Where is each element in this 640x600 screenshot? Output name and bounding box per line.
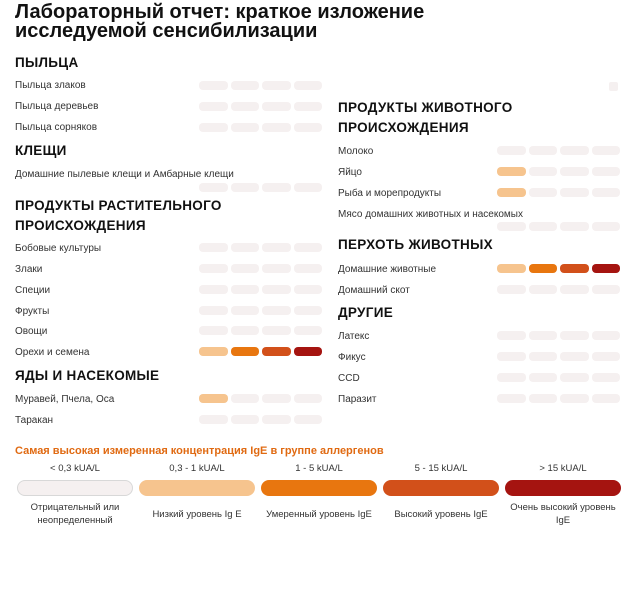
allergen-bar <box>199 123 322 132</box>
bar-segment <box>231 264 260 273</box>
bar-segment <box>529 285 558 294</box>
allergen-bar <box>497 146 620 155</box>
allergen-bar <box>199 285 322 294</box>
allergen-label: Домашние животные <box>338 264 437 275</box>
bar-segment <box>262 123 291 132</box>
bar-segment <box>592 188 621 197</box>
grid-marker <box>609 82 618 91</box>
allergen-label: CCD <box>338 373 360 384</box>
bar-segment <box>529 264 558 273</box>
bar-segment <box>497 331 526 340</box>
legend-swatch <box>139 480 255 496</box>
report-title-line1: Лабораторный отчет: краткое изложение <box>15 1 425 23</box>
bar-segment <box>199 123 228 132</box>
legend-swatch <box>383 480 499 496</box>
allergen-bar <box>199 264 322 273</box>
bar-segment <box>262 183 291 192</box>
allergen-label: Фрукты <box>15 306 50 317</box>
bar-segment <box>199 326 228 335</box>
bar-segment <box>199 394 228 403</box>
bar-segment <box>529 146 558 155</box>
bar-segment <box>592 394 621 403</box>
bar-segment <box>497 264 526 273</box>
allergen-label: Яйцо <box>338 167 362 178</box>
bar-segment <box>560 264 589 273</box>
bar-segment <box>529 167 558 176</box>
bar-segment <box>497 373 526 382</box>
section-heading-mites: КЛЕЩИ <box>15 143 67 158</box>
section-heading-plant-foods <box>15 196 222 236</box>
section-heading-animal-foods <box>338 98 513 138</box>
bar-segment <box>231 183 260 192</box>
allergen-label: Бобовые культуры <box>15 243 102 254</box>
bar-segment <box>262 415 291 424</box>
bar-segment <box>262 81 291 90</box>
allergen-bar <box>497 373 620 382</box>
bar-segment <box>231 123 260 132</box>
legend-description <box>260 508 378 521</box>
bar-segment <box>497 222 526 231</box>
legend-range: < 0,3 kUA/L <box>50 463 100 474</box>
bar-segment <box>560 146 589 155</box>
bar-segment <box>592 331 621 340</box>
bar-segment <box>262 394 291 403</box>
bar-segment <box>294 306 323 315</box>
bar-segment <box>560 331 589 340</box>
section-heading-line1: ПРОДУКТЫ РАСТИТЕЛЬНОГО <box>15 198 222 213</box>
allergen-label: Специи <box>15 285 51 296</box>
report-title-line2: исследуемой сенсибилизации <box>15 20 318 42</box>
section-heading-other: ДРУГИЕ <box>338 305 394 320</box>
allergen-label: Злаки <box>15 264 43 275</box>
legend-description <box>382 508 500 521</box>
bar-segment <box>529 331 558 340</box>
bar-segment <box>592 146 621 155</box>
legend-description-line2: неопределенный <box>37 515 113 526</box>
allergen-bar <box>199 394 322 403</box>
section-heading-line2: ПРОИСХОЖДЕНИЯ <box>338 120 469 135</box>
allergen-label: Орехи и семена <box>15 347 90 358</box>
bar-segment <box>199 183 228 192</box>
allergen-label: Муравей, Пчела, Оса <box>15 394 115 405</box>
bar-segment <box>199 81 228 90</box>
section-heading-line1: ПРОДУКТЫ ЖИВОТНОГО <box>338 100 513 115</box>
allergen-label: Мясо домашних животных и насекомых <box>338 209 523 220</box>
allergen-label: Таракан <box>15 415 54 426</box>
allergen-bar <box>199 415 322 424</box>
bar-segment <box>497 285 526 294</box>
legend-range: 1 - 5 kUA/L <box>295 463 343 474</box>
allergen-label: Латекс <box>338 331 370 342</box>
bar-segment <box>497 167 526 176</box>
bar-segment <box>231 415 260 424</box>
allergen-bar <box>497 394 620 403</box>
bar-segment <box>231 285 260 294</box>
bar-segment <box>199 415 228 424</box>
bar-segment <box>560 222 589 231</box>
allergen-label: Домашний скот <box>338 285 410 296</box>
bar-segment <box>294 102 323 111</box>
legend-description <box>504 501 622 527</box>
report-title <box>15 1 425 42</box>
allergen-bar <box>497 222 620 231</box>
allergen-bar <box>199 347 322 356</box>
bar-segment <box>294 183 323 192</box>
bar-segment <box>497 352 526 361</box>
bar-segment <box>231 306 260 315</box>
allergen-bar <box>497 167 620 176</box>
legend-description-line1: Умеренный уровень IgE <box>266 509 372 520</box>
bar-segment <box>294 394 323 403</box>
bar-segment <box>294 264 323 273</box>
allergen-label: Пыльца злаков <box>15 80 86 91</box>
bar-segment <box>592 264 621 273</box>
allergen-label: Домашние пылевые клещи и Амбарные клещи <box>15 169 234 180</box>
legend-range: 5 - 15 kUA/L <box>414 463 468 474</box>
bar-segment <box>592 285 621 294</box>
legend-description-line1: Отрицательный или <box>30 502 120 513</box>
bar-segment <box>262 285 291 294</box>
legend-description-line2: IgE <box>555 515 571 526</box>
allergen-bar <box>497 188 620 197</box>
bar-segment <box>231 347 260 356</box>
bar-segment <box>294 81 323 90</box>
bar-segment <box>560 167 589 176</box>
allergen-bar <box>497 285 620 294</box>
bar-segment <box>294 415 323 424</box>
bar-segment <box>262 306 291 315</box>
bar-segment <box>262 102 291 111</box>
bar-segment <box>262 264 291 273</box>
legend-range: 0,3 - 1 kUA/L <box>169 463 225 474</box>
bar-segment <box>231 81 260 90</box>
section-heading-line2: ПРОИСХОЖДЕНИЯ <box>15 218 146 233</box>
bar-segment <box>560 352 589 361</box>
bar-segment <box>294 347 323 356</box>
bar-segment <box>592 167 621 176</box>
bar-segment <box>529 373 558 382</box>
legend-description-line1: Высокий уровень IgE <box>394 509 488 520</box>
bar-segment <box>560 285 589 294</box>
bar-segment <box>497 146 526 155</box>
legend-range: > 15 kUA/L <box>539 463 587 474</box>
allergen-bar <box>497 352 620 361</box>
bar-segment <box>231 394 260 403</box>
legend-description <box>16 501 134 527</box>
bar-segment <box>199 306 228 315</box>
allergen-bar <box>199 326 322 335</box>
section-heading-dander: ПЕРХОТЬ ЖИВОТНЫХ <box>338 237 493 252</box>
bar-segment <box>592 222 621 231</box>
allergen-bar <box>199 102 322 111</box>
legend-swatch <box>17 480 133 496</box>
bar-segment <box>262 243 291 252</box>
bar-segment <box>560 188 589 197</box>
allergen-label: Фикус <box>338 352 366 363</box>
section-heading-venoms: ЯДЫ И НАСЕКОМЫЕ <box>15 368 160 383</box>
allergen-label: Молоко <box>338 146 374 157</box>
bar-segment <box>199 102 228 111</box>
bar-segment <box>497 394 526 403</box>
bar-segment <box>529 352 558 361</box>
bar-segment <box>262 326 291 335</box>
bar-segment <box>294 326 323 335</box>
bar-segment <box>294 123 323 132</box>
bar-segment <box>529 222 558 231</box>
bar-segment <box>497 188 526 197</box>
allergen-label: Пыльца деревьев <box>15 101 99 112</box>
allergen-bar <box>199 183 322 192</box>
legend-description <box>138 508 256 521</box>
allergen-label: Паразит <box>338 394 377 405</box>
legend-swatch <box>505 480 621 496</box>
allergen-label: Пыльца сорняков <box>15 122 98 133</box>
bar-segment <box>560 373 589 382</box>
bar-segment <box>529 188 558 197</box>
bar-segment <box>560 394 589 403</box>
bar-segment <box>592 373 621 382</box>
bar-segment <box>262 347 291 356</box>
legend-description-line1: Очень высокий уровень <box>510 502 616 513</box>
allergen-bar <box>199 243 322 252</box>
legend-swatch <box>261 480 377 496</box>
section-heading-pollen: ПЫЛЬЦА <box>15 55 79 70</box>
bar-segment <box>231 326 260 335</box>
bar-segment <box>294 243 323 252</box>
allergen-bar <box>497 331 620 340</box>
allergen-bar <box>199 81 322 90</box>
legend-title: Самая высокая измеренная концентрация IgE в группе аллергенов <box>15 445 384 457</box>
legend-description-line1: Низкий уровень Ig E <box>152 509 242 520</box>
allergen-bar <box>497 264 620 273</box>
bar-segment <box>294 285 323 294</box>
allergen-label: Овощи <box>15 326 48 337</box>
bar-segment <box>199 243 228 252</box>
allergen-label: Рыба и морепродукты <box>338 188 442 199</box>
bar-segment <box>231 243 260 252</box>
bar-segment <box>592 352 621 361</box>
bar-segment <box>529 394 558 403</box>
allergen-bar <box>199 306 322 315</box>
bar-segment <box>199 347 228 356</box>
bar-segment <box>231 102 260 111</box>
bar-segment <box>199 264 228 273</box>
bar-segment <box>199 285 228 294</box>
